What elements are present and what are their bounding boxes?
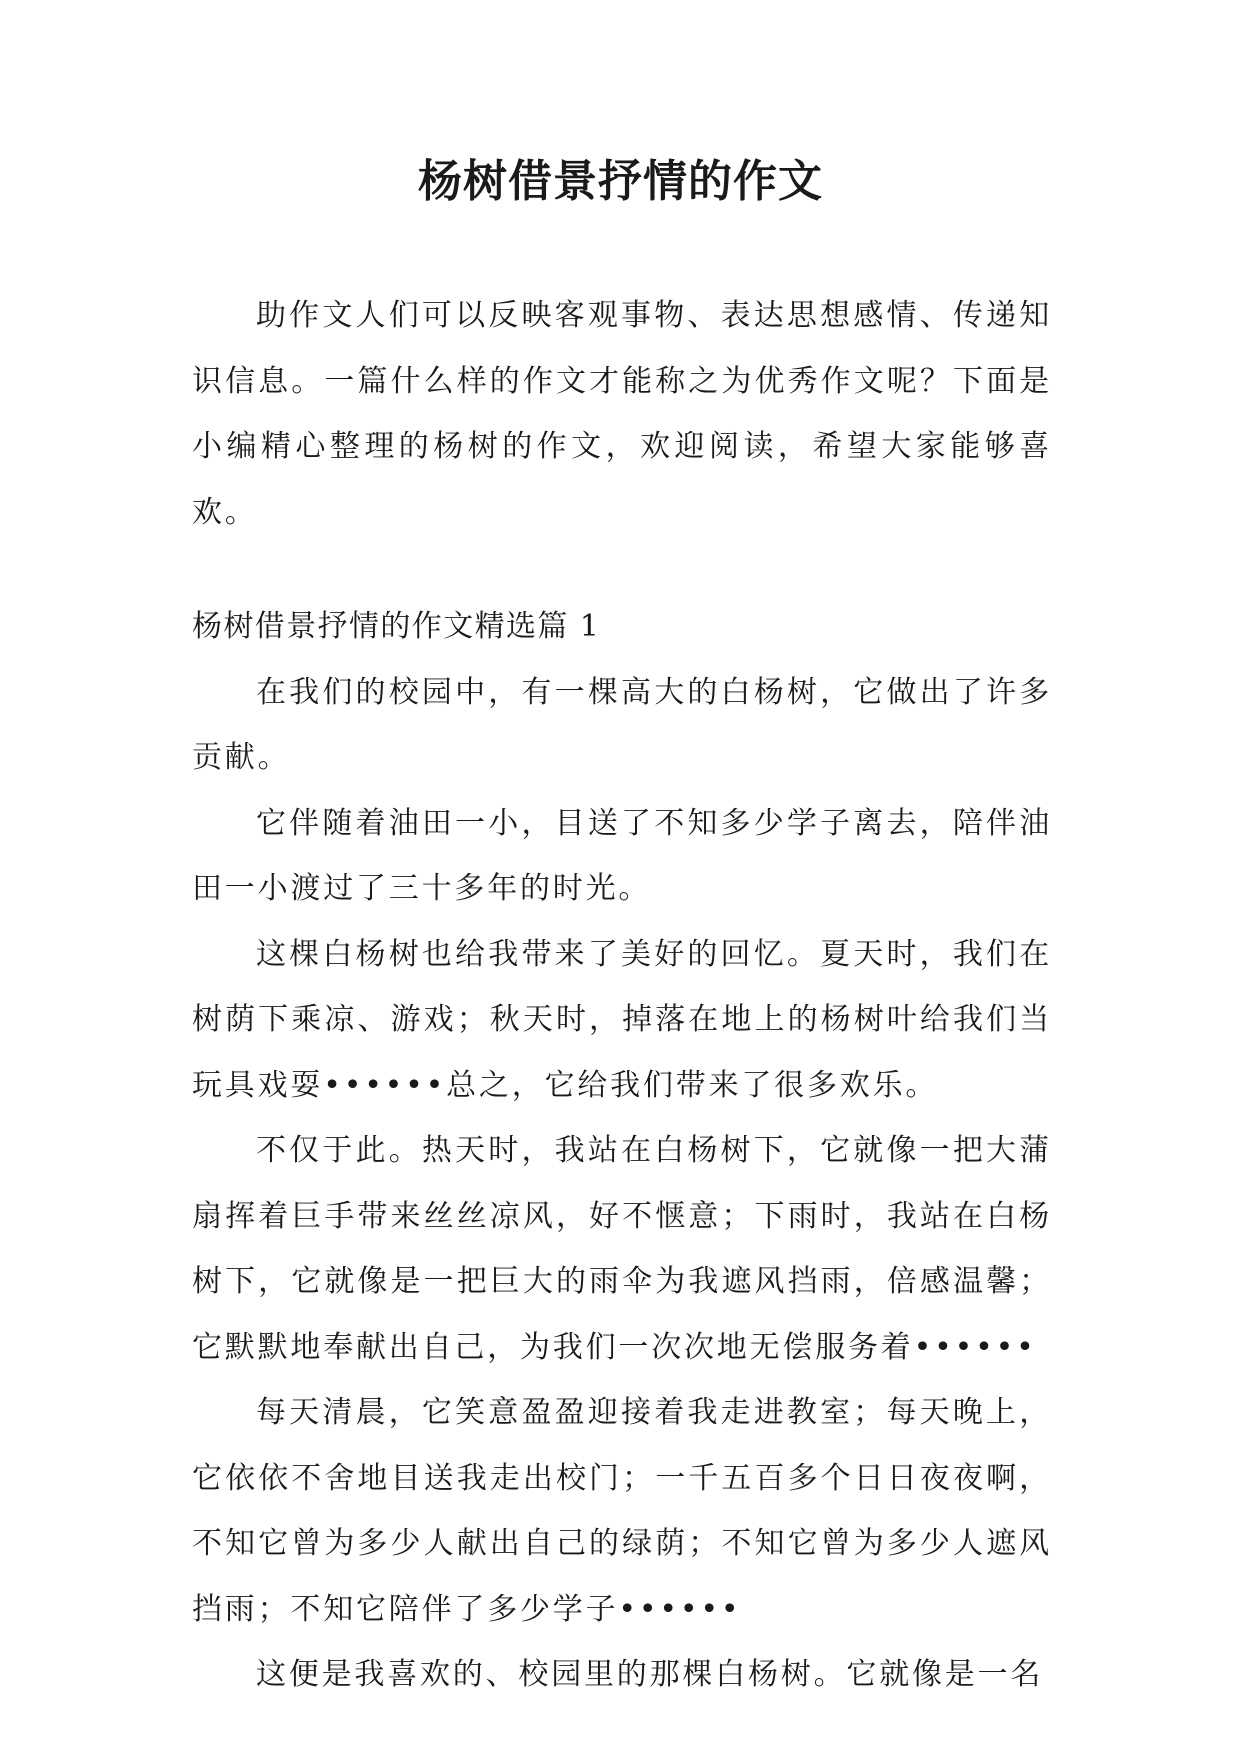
body-paragraph: 不仅于此。热天时，我站在白杨树下，它就像一把大蒲扇挥着巨手带来丝丝凉风，好不惬意；下雨时，我站在白杨树下，它就像是一把巨大的雨伞为我遮风挡雨，倍感温馨；它默默地奉献出自己，为我们一次次地无偿服务着•••••• [192, 1133, 1052, 1365]
body-paragraph: 这便是我喜欢的、校园里的那棵白杨树。它就像是一名 [256, 1657, 1044, 1692]
body-paragraph: 这棵白杨树也给我带来了美好的回忆。夏天时，我们在树荫下乘凉、游戏；秋天时，掉落在地上的杨树叶给我们当玩具戏耍••••••总之，它给我们带来了很多欢乐。 [192, 936, 1052, 1103]
document-title: 杨树借景抒情的作文 [418, 156, 823, 207]
section-heading: 杨树借景抒情的作文精选篇 1 [192, 609, 601, 644]
body-paragraph: 它伴随着油田一小，目送了不知多少学子离去，陪伴油田一小渡过了三十多年的时光。 [192, 805, 1052, 906]
intro-paragraph: 助作文人们可以反映客观事物、表达思想感情、传递知识信息。一篇什么样的作文才能称之为优秀作文呢？下面是小编精心整理的杨树的作文，欢迎阅读，希望大家能够喜欢。 [192, 298, 1052, 530]
document-body [192, 283, 1052, 1708]
body-paragraph: 在我们的校园中，有一棵高大的白杨树，它做出了许多贡献。 [192, 674, 1052, 775]
body-paragraph: 每天清晨，它笑意盈盈迎接着我走进教室；每天晚上，它依依不舍地目送我走出校门；一千五百多个日日夜夜啊，不知它曾为多少人献出自己的绿荫；不知它曾为多少人遮风挡雨；不知它陪伴了多少学子•••••• [192, 1395, 1052, 1627]
